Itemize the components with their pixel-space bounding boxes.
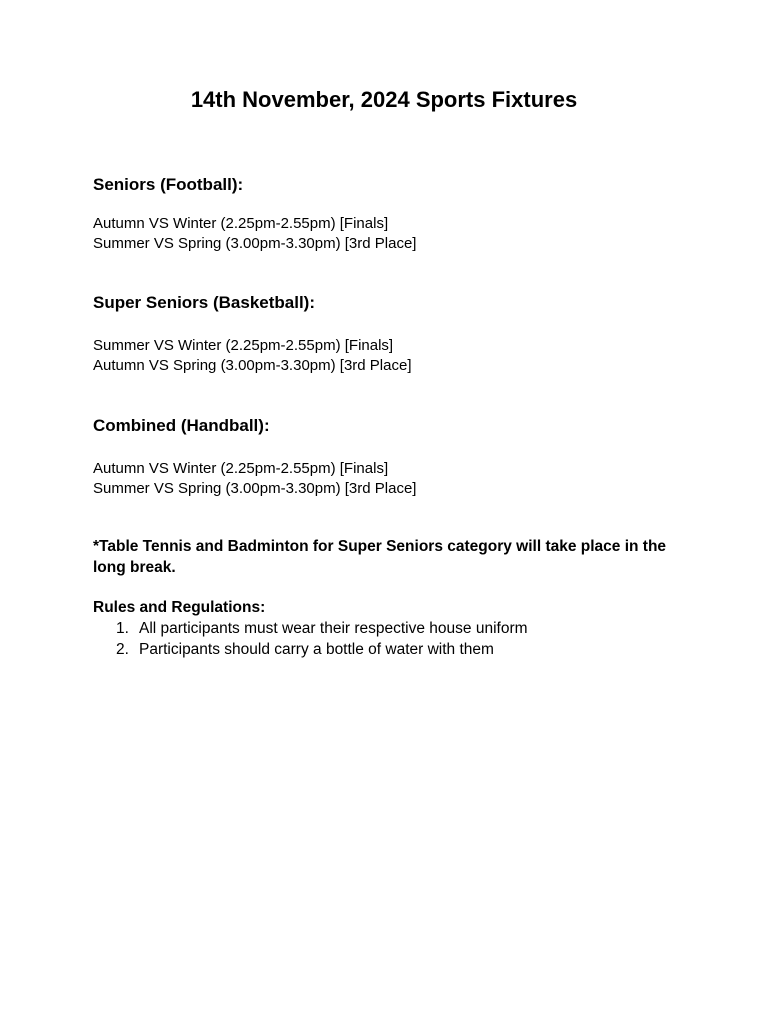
fixture-item: Summer VS Spring (3.00pm-3.30pm) [3rd Place]: [93, 234, 417, 252]
section-super-seniors-basketball: [93, 292, 693, 375]
fixture-item: Autumn VS Spring (3.00pm-3.30pm) [3rd Place]: [93, 356, 412, 374]
rule-text: All participants must wear their respective house uniform: [139, 620, 528, 637]
fixture-item: Summer VS Winter (2.25pm-2.55pm) [Finals]: [93, 337, 394, 354]
rules-section: [93, 597, 693, 660]
section-combined-handball: [93, 415, 693, 498]
note-text: *Table Tennis and Badminton for Super Seniors category will take place in the long break.: [93, 538, 667, 576]
section-heading: Seniors (Football):: [93, 175, 244, 194]
rule-item: [93, 639, 693, 660]
fixture-list: [93, 459, 693, 498]
rule-number: 2.: [116, 641, 129, 658]
section-seniors-football: [93, 174, 693, 253]
section-heading: Super Seniors (Basketball):: [93, 293, 316, 312]
rules-heading: Rules and Regulations:: [93, 599, 266, 616]
rule-number: 1.: [116, 620, 129, 637]
rules-list: [93, 618, 693, 660]
fixture-item: Autumn VS Winter (2.25pm-2.55pm) [Finals]: [93, 460, 389, 477]
section-heading: Combined (Handball):: [93, 416, 270, 435]
rule-item: [93, 618, 693, 639]
fixture-item: Autumn VS Winter (2.25pm-2.55pm) [Finals]: [93, 215, 389, 232]
fixture-list: [93, 336, 693, 375]
fixture-list: [93, 214, 693, 253]
page-title: 14th November, 2024 Sports Fixtures: [190, 87, 578, 112]
rule-text: Participants should carry a bottle of water with them: [139, 641, 494, 658]
fixture-item: Summer VS Spring (3.00pm-3.30pm) [3rd Place]: [93, 479, 417, 497]
